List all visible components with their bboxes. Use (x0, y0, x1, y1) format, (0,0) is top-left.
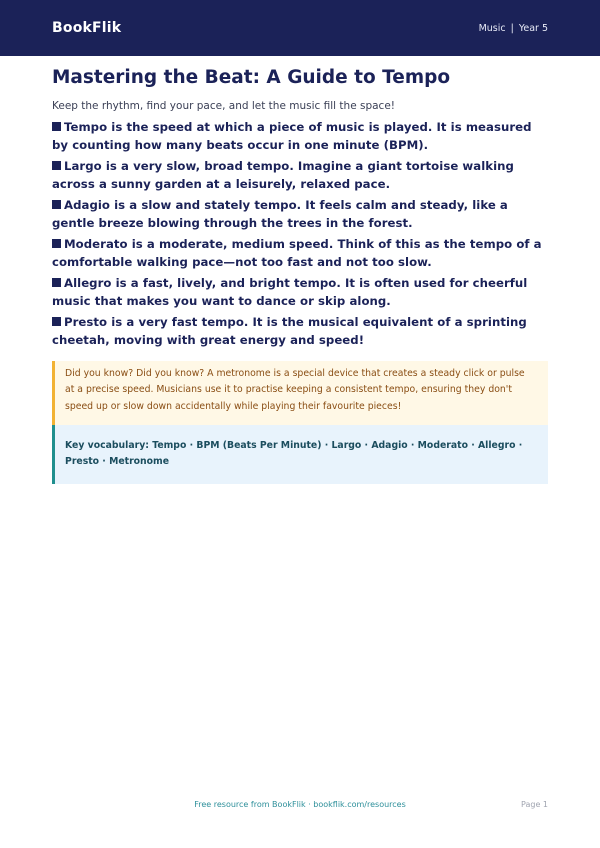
square-bullet-icon (52, 278, 61, 287)
list-item (52, 274, 548, 310)
key-vocabulary-box (52, 425, 548, 484)
square-bullet-icon (52, 200, 61, 209)
page-title: Mastering the Beat: A Guide to Tempo (52, 67, 451, 88)
list-item (52, 313, 548, 349)
page-number: Page 1 (521, 800, 548, 809)
list-item (52, 196, 548, 232)
page-footer (52, 800, 548, 814)
point-text: Tempo is the speed at which a piece of music is played. It is measured by counting how many beats occur in one minute (BPM). (52, 119, 532, 152)
vocab-text: Key vocabulary: Tempo · BPM (Beats Per Minute) · Largo · Adagio · Moderato · Allegro · Presto · Metronome (65, 440, 523, 468)
square-bullet-icon (52, 161, 61, 170)
breadcrumb-separator: | (510, 22, 514, 34)
point-text: Largo is a very slow, broad tempo. Imagine a giant tortoise walking across a sunny garden at a leisurely, relaxed pace. (52, 158, 514, 191)
breadcrumb-year: Year 5 (518, 22, 548, 34)
list-item (52, 118, 548, 154)
list-item (52, 235, 548, 271)
main-content (52, 56, 548, 484)
tempo-points-list (52, 118, 548, 349)
point-text: Adagio is a slow and stately tempo. It feels calm and steady, like a gentle breeze blowing through the trees in the forest. (52, 197, 508, 230)
page-header (0, 0, 600, 56)
point-text: Presto is a very fast tempo. It is the musical equivalent of a sprinting cheetah, moving with great energy and speed! (52, 314, 527, 347)
footer-credit-link[interactable]: Free resource from BookFlik · bookflik.com/resources (194, 800, 406, 809)
square-bullet-icon (52, 317, 61, 326)
page-subtitle: Keep the rhythm, find your pace, and let the music fill the space! (52, 99, 395, 112)
point-text: Moderato is a moderate, medium speed. Think of this as the tempo of a comfortable walking pace—not too fast and not too slow. (52, 236, 542, 269)
list-item (52, 157, 548, 193)
square-bullet-icon (52, 239, 61, 248)
did-you-know-callout (52, 361, 548, 425)
brand-logo: BookFlik (52, 20, 122, 36)
callout-text: Did you know? Did you know? A metronome is a special device that creates a steady click or pulse at a precise speed. Musicians use it to practise keeping a consistent tempo, ensuring they don't speed up or slow down accidentally while playing their favourite pieces! (65, 367, 525, 412)
breadcrumb (479, 23, 548, 34)
square-bullet-icon (52, 122, 61, 131)
point-text: Allegro is a fast, lively, and bright tempo. It is often used for cheerful music that makes you want to dance or skip along. (52, 275, 528, 308)
breadcrumb-subject: Music (478, 22, 506, 34)
